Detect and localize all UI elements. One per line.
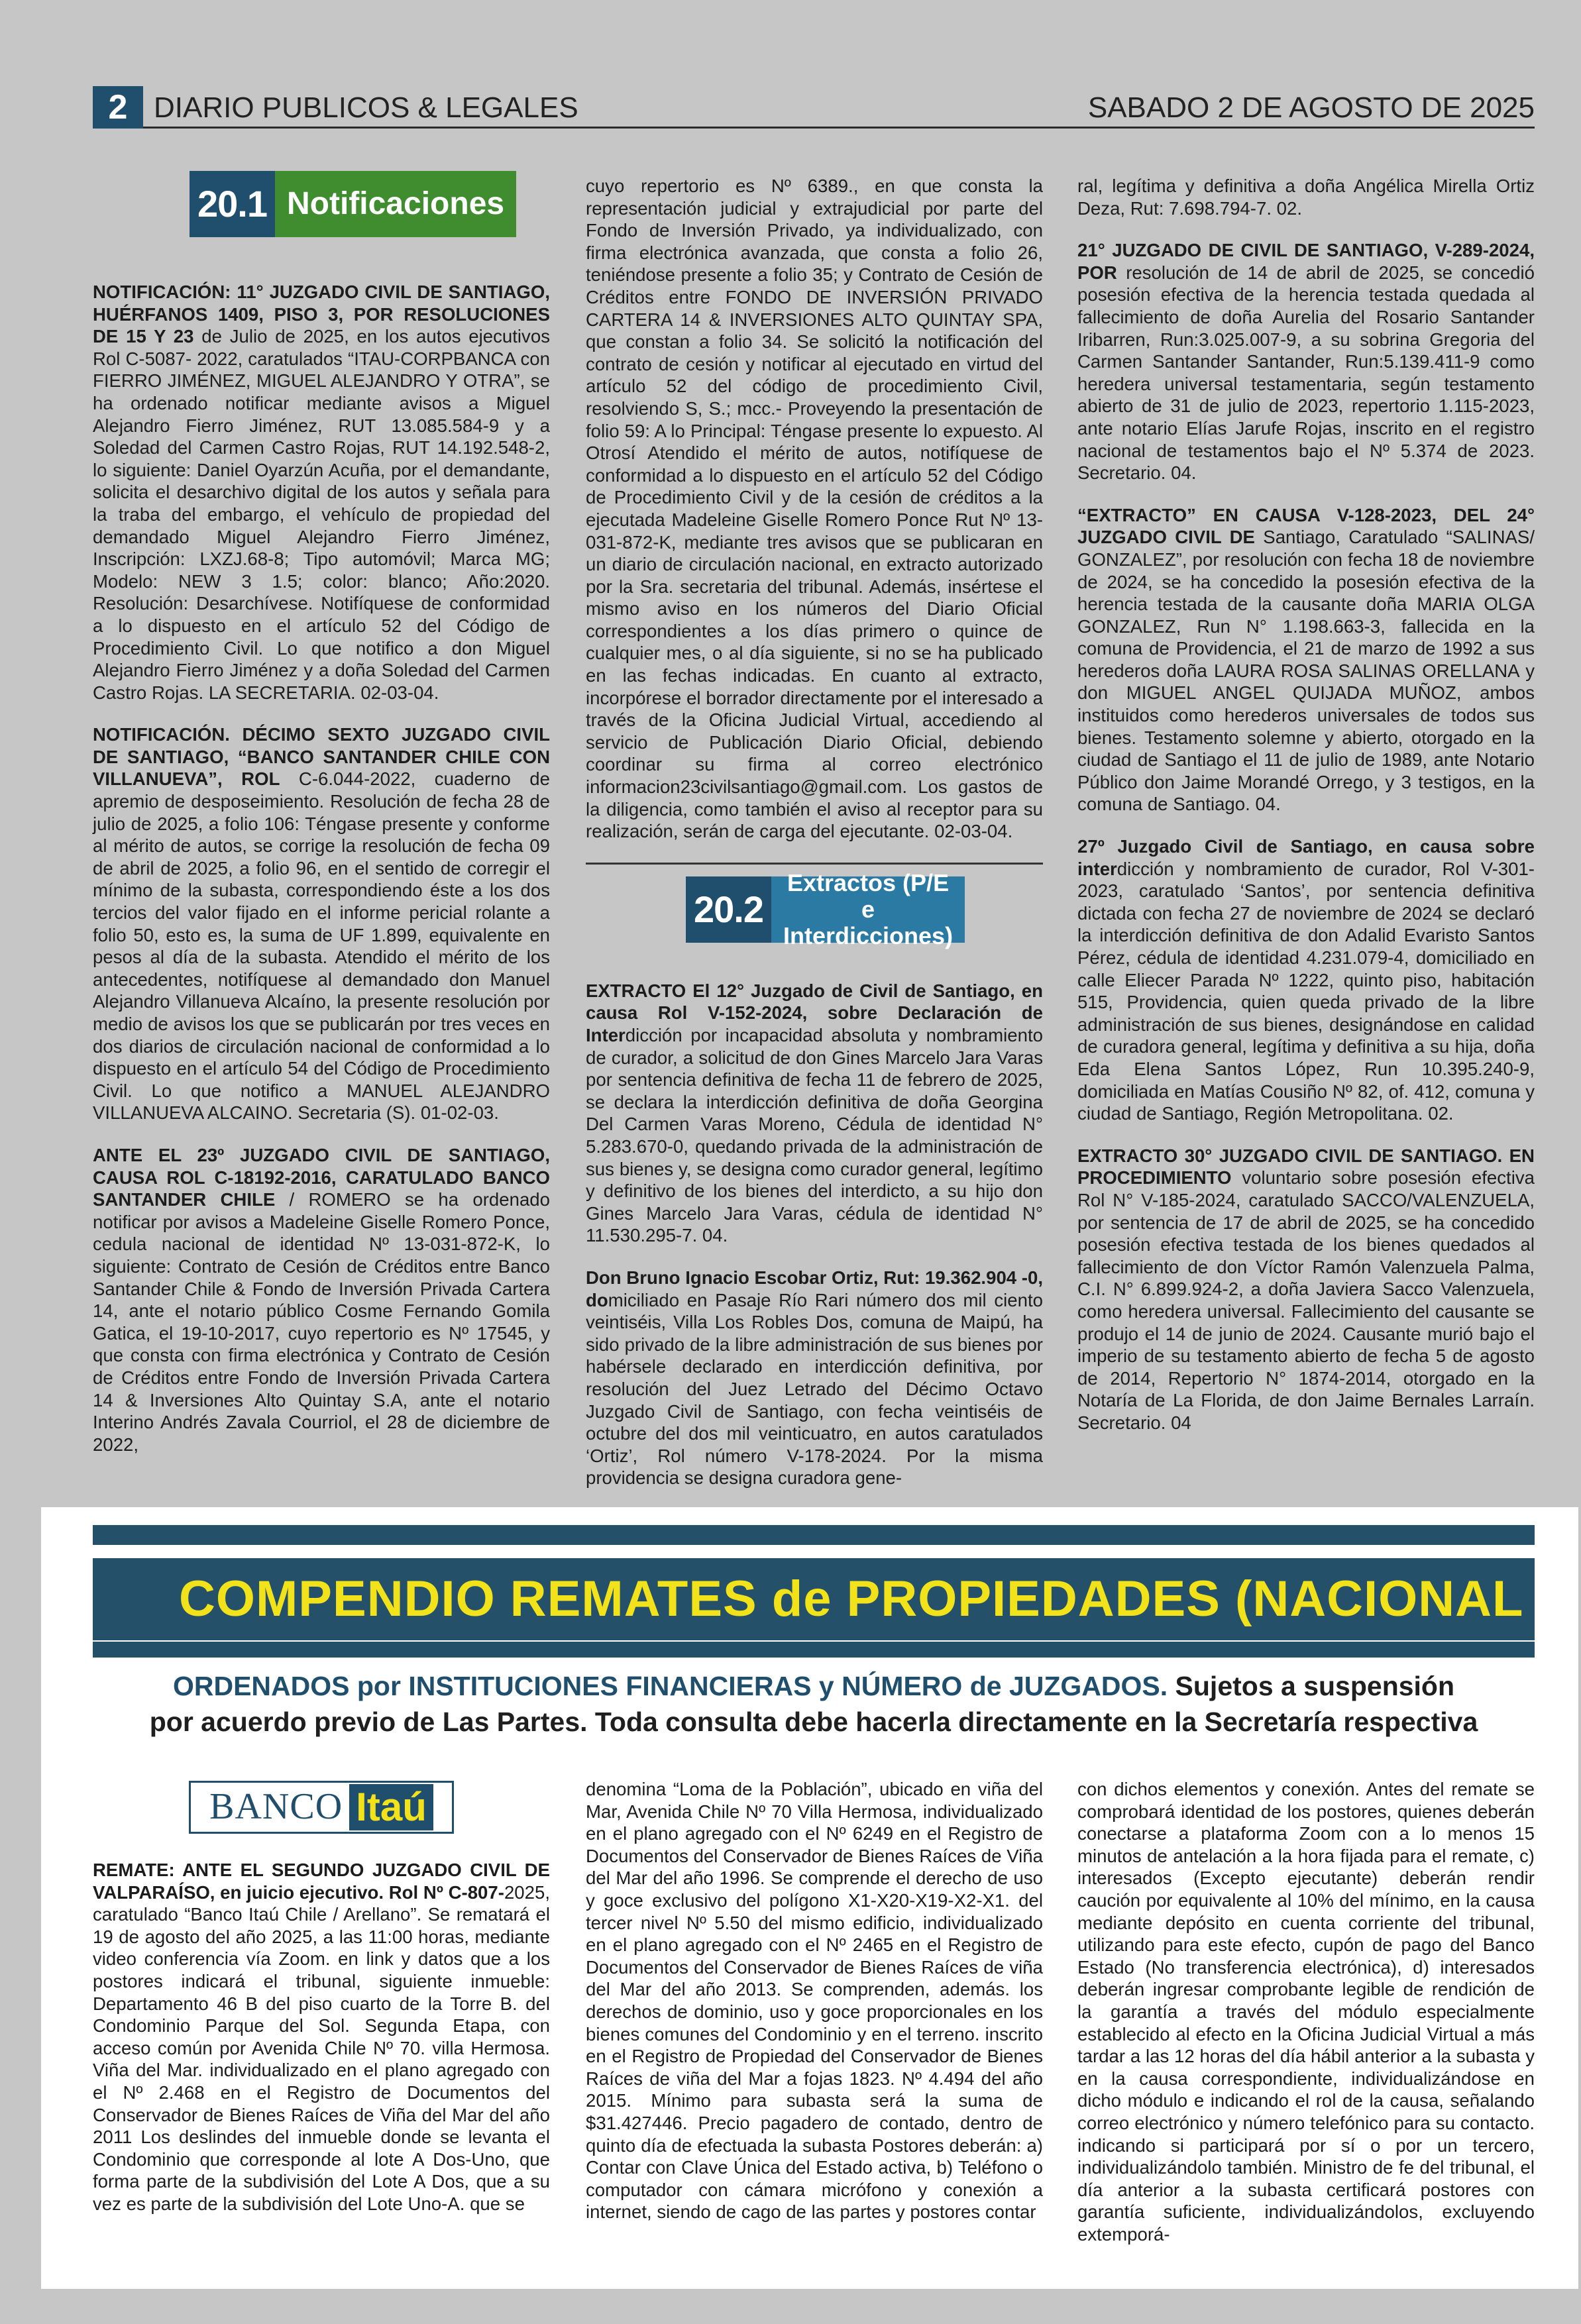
notice-paragraph [1077,1145,1535,1434]
column-1 [93,171,550,1475]
remate-column-3 [1077,1778,1535,2265]
notice-paragraph [1077,835,1535,1125]
notice-body: C-6.044-2022, cuaderno de apremio de desposeimiento. Resolución de fecha 28 de julio de 2025, a folio 106: Téngase presente y conforme al mérito de autos, se corrige la resolución de fecha 09 de abril de 2025, a folio 96, en el sentido de corregir el mínimo de la subasta, correspondiendo éste a los dos tercios del valor fijado en el informe pericial rolante a folio 50, esto es, la suma de UF 1.899, equivalente en pesos al día de la subasta. Atendido el mérito de los antecedentes, notifíquese al demandado don Manuel Alejandro Villanueva Alcaíno, la presente resolución por medio de avisos los que se publicarán por tres veces en dos diarios de circulación nacional de conformidad a lo dispuesto en el artículo 54 del Código de Procedimiento Civil. Lo que notifico a MANUEL ALEJANDRO VILLANUEVA ALCAINO. Secretaria (S). 01-02-03. [93,768,550,1124]
notice-paragraph [586,980,1043,1247]
remate-paragraph [93,1859,550,2215]
remate-continuation: con dichos elementos y conexión. Antes del remate se comprobará identidad de los postores, quienes deberán conectarse a plataforma Zoom con a lo menos 15 minutos de antelación a la hora fijada para el remate, c) interesados (Excepto ejecutante) deberán rendir caución por equivalente al 10% del mínimo, en la causa mediante depósito en cuenta corriente del tribunal, utilizando para este efecto, cupón de pago del Banco Estado (No transferencia electrónica), d) interesados deberán ingresar comprobante legible de rendición de la garantía a través del módulo especialmente establecido al efecto en la Oficina Judicial Virtual a más tardar a las 12 horas del día hábil anterior a la subasta y en la causa correspondiente, individualizándose en dicho módulo e indicando el rol de la causa, señalando correo electrónico y número telefónico para su contacto. indicando si participará por sí o por un tercero, individualizándolo también. Ministro de fe del tribunal, el día anterior a la subasta certificará postores con garantía suficiente, individualizándolos, excluyendo extemporá- [1077,1779,1535,2245]
column-3 [1077,175,1535,1453]
logo-brand: Itaú [349,1784,433,1830]
section-number: 20.2 [686,876,771,943]
notice-heading: EXTRACTO 30° JUZGADO CIVIL DE SANTIAGO. EN PROCEDIMIENTO [1077,1145,1535,1188]
compendio-title: COMPENDIO REMATES de PROPIEDADES (NACIONAL [179,1571,1524,1627]
notice-body: miciliado en Pasaje Río Rari número dos mil ciento veintiséis, Villa Los Robles Dos, comuna de Maipú, ha sido privado de la libre administración de sus bienes por habérsele declarado en interdicción definitiva, por resolución del Juez Letrado del Décimo Octavo Juzgado Civil de Santiago, con fecha veintiséis de octubre del dos mil veinticuatro, en autos caratulados ‘Ortiz’, Rol número V-178-2024. Por la misma providencia se designa curadora gene- [586,1289,1043,1489]
notice-body: / ROMERO se ha ordenado notificar por avisos a Madeleine Giselle Romero Ponce, cedula nacional de identidad Nº 13-031-872-K, lo siguiente: Contrato de Cesión de Créditos entre Banco Santander Chile & Fondo de Inversión Privada Cartera 14, ante el notario público Cosme Fernando Gomila Gatica, el 19-10-2017, cuyo repertorio es Nº 17545, y que consta con firma electrónica y Contrato de Cesión de Créditos entre Fondo de Inversión Privada Cartera 14 & Inversiones Alto Quintay S.A, ante el notario Interino Andrés Zavala Courriol, el 28 de diciembre de 2022, [93,1189,550,1455]
subheading-line2: por acuerdo previo de Las Partes. Toda consulta debe hacerla directamente en la Secretaría respectiva [149,1707,1478,1737]
notice-heading: NOTIFICACIÓN: 11° JUZGADO CIVIL DE SANTIAGO, HUÉRFANOS 1409, PISO 3, POR RESOLUCIONES DE 15 Y 23 [93,282,550,347]
remate-column-1 [93,1781,550,2235]
notice-heading: 21° JUZGADO DE CIVIL DE SANTIAGO, V-289-2024, POR [1077,240,1535,283]
section-name [771,869,965,949]
notice-body: dicción y nombramiento de curador, Rol V-301-2023, caratulado ‘Santos’, por sentencia definitiva dictada con fecha 27 de noviembre de 2024 se declaró la interdicción definitiva de don Adalid Evaristo Santos Pérez, cédula de identidad 4.231.079-4, domiciliado en calle Eliecer Parada Nº 1222, quinto piso, habitación 515, Providencia, quien queda privado de la libre administración de sus bienes, designándose en calidad de curadora general, legítima y definitiva a su hija, doña Eda Elena Santos López, Run 10.395.240-9, domiciliada en Matías Cousiño Nº 82, of. 412, comuna y ciudad de Santiago, Región Metropolitana. 02. [1077,858,1535,1124]
remate-column-2 [586,1778,1043,2243]
notice-paragraph [93,723,550,1124]
notice-heading: 27º Juzgado Civil de Santiago, en causa sobre inter [1077,836,1535,879]
section-name: Notificaciones [275,171,516,237]
section-name-line2: e Interdicciones) [783,895,954,949]
notice-body: de Julio de 2025, en los autos ejecutivos Rol C-5087- 2022, caratulados “ITAU-CORPBANCA con FIERRO JIMÉNEZ, MIGUEL ALEJANDRO Y OTRA”, se ha ordenado notificar mediante avisos a Miguel Alejandro Fierro Jiménez, RUT 13.085.584-9 y a Soledad del Carmen Castro Rojas, RUT 14.192.548-2, lo siguiente: Daniel Oyarzún Acuña, por el demandante, solicita el desarchivo digital de los autos y señala para la traba del embargo, el vehículo de propiedad del demandado Miguel Alejandro Fierro Jiménez, Inscripción: LXZJ.68-8; Tipo automóvil; Marca MG; Modelo: NEW 3 1.5; color: blanco; Año:2020. Resolución: Desarchívese. Notifíquese de conformidad a lo dispuesto en el artículo 52 del Código de Procedimiento Civil. Lo que notifico a don Miguel Alejandro Fierro Jiménez y a doña Soledad del Carmen Castro Rojas. LA SECRETARIA. 02-03-04. [93,326,550,703]
compendio-banner [93,1558,1535,1640]
section-label-notificaciones [190,171,505,237]
section-label-extractos [686,869,954,949]
page-number: 2 [93,86,143,129]
banner-stripe-top [93,1525,1535,1545]
notice-heading: EXTRACTO El 12° Juzgado de Civil de Santiago, en causa Rol V-152-2024, sobre Declaración de Inter [586,980,1043,1045]
compendio-subheading [93,1668,1535,1740]
remate-continuation: denomina “Loma de la Población”, ubicado en viña del Mar, Avenida Chile Nº 70 Villa Hermosa, individualizado en el plano agregado con el Nº 6249 en el Registro de Documentos del Conservador de Bienes Raíces de Viña del Mar del año 1996. Se comprende el derecho de uso y goce exclusivo del polígono X1-X20-X19-X2-X1. del tercer nivel Nº 5.50 del mismo edificio, individualizado en el plano agregado con el Nº 2465 en el Registro de Documentos del Conservador de Bienes Raíces de viña del Mar del año 2013. Se comprenden, además. los derechos de dominio, uso y goce proporcionales en los bienes comunes del Condominio y en el terreno. inscrito en el Registro de Propiedad del Conservador de Bienes Raíces de viña del Mar a fojas 1823. Nº 4.494 del año 2015. Mínimo para subasta será la suma de $31.427446. Precio pagadero de contado, dentro de quinto día de efectuada la subasta Postores deberán: a) Contar con Clave Única del Estado activa, b) Teléfono o computador con cámara micrófono y conexión a internet, siendo de cago de las partes y postores contar [586,1779,1043,2223]
notice-heading: Don Bruno Ignacio Escobar Ortiz, Rut: 19.362.904 -0, do [586,1267,1044,1310]
notice-continuation: cuyo repertorio es Nº 6389., en que consta la representación judicial y extrajudicial por parte del Fondo de Inversión Privado, ya individualizado, con firma electrónica avanzada, que consta a folio 26, teniéndose presente a folio 35; y Contrato de Cesión de Créditos entre FONDO DE INVERSIÓN PRIVADO CARTERA 14 & INVERSIONES ALTO QUINTAY SPA, que constan a folio 34. Se solicitó la notificación del contrato de cesión y notificar al ejecutado en virtud del artículo 52 del código de procedimiento Civil, resolviendo S, S.; mcc.- Proveyendo la presentación de folio 59: A lo Principal: Téngase presente lo expuesto. Al Otrosí Atendido el mérito de autos, notifíquese de conformidad a lo dispuesto en el artículo 52 del Código de Procedimiento Civil y de la cesión de créditos a la ejecutada Madeleine Giselle Romero Ponce Rut Nº 13-031-872-K, mediante tres avisos que se publicaran en un diario de circulación nacional, en extracto autorizado por la Sra. secretaria del tribunal. Además, insértese el mismo aviso en los números del Diario Oficial correspondientes a los días primero o quince de cualquier mes, o al día siguiente, si no se ha publicado en las fechas indicadas. En cuanto al extracto, incorpórese el borrador directamente por el interesado a través de la Oficina Judicial Virtual, accediendo al servicio de Publicación Diario Oficial, debiendo coordinar su firma al correo electrónico informacion23civilsantiago@gmail.com. Los gastos de la diligencia, como también el aviso al receptor para su realización, serán de carga del ejecutante. 02-03-04. [586,176,1043,842]
notice-paragraph [93,1144,550,1455]
notice-body: voluntario sobre posesión efectiva Rol N° V-185-2024, caratulado SACCO/VALENZUELA, por sentencia de 17 de abril de 2025, se ha concedido posesión efectiva testada de los bienes quedados al fallecimiento de don Víctor Ramón Valenzuela Palma, C.I. N° 6.899.924-2, a doña Javiera Sacco Valenzuela, como heredera universal. Fallecimiento del causante se produjo el 14 de junio de 2024. Causante murió bajo el imperio de su testamento abierto de fecha 5 de agosto de 2014, Repertorio N° 1874-2014, otorgado en la Notaría de La Florida, de don Jaime Bernales Larraín. Secretario. 04 [1077,1167,1535,1433]
notice-body: Santiago, Caratulado “SALINAS/ GONZALEZ”, por resolución con fecha 18 de noviembre de 2024, se ha concedido la posesión efectiva de la herencia testada de la causante doña MARIA OLGA GONZALEZ, Run N° 1.198.663-3, fallecida en la comuna de Providencia, el 21 de marzo de 1992 a sus herederos doña LAURA ROSA SALINAS ORELLANA y don MIGUEL ANGEL QUIJADA MUÑOZ, ambos instituidos como herederos universales de todos sus bienes. Testamento solemne y abierto, otorgado en la ciudad de Santiago el 11 de julio de 1989, ante Notario Público don Jaime Morandé Orrego, y 3 testigos, en la comuna de Santiago. 04. [1077,527,1535,815]
notice-continuation: ral, legítima y definitiva a doña Angélica Mirella Ortiz Deza, Rut: 7.698.794-7. 02. [1077,176,1535,219]
section-number: 20.1 [190,171,275,237]
notice-body: resolución de 14 de abril de 2025, se concedió posesión efectiva de la herencia testada quedada al fallecimiento de doña Aurelia del Rosario Santander Iribarren, Run:3.025.007-9, a su sobrina Gregoria del Carmen Santander Santander, Run:5.139.411-9 como heredera universal testamentaria, según testamento abierto de 31 de julio de 2023, repertorio 1.115-2023, ante notario Elías Jarufe Rojas, inscrito en el registro nacional de testamentos bajo el Nº 5.374 de 2023. Secretario. 04. [1077,262,1535,484]
section-divider [586,863,1043,865]
masthead [93,86,1535,129]
notice-paragraph [93,281,550,704]
column-2 [586,175,1043,1509]
notice-heading: ANTE EL 23º JUZGADO CIVIL DE SANTIAGO, CAUSA ROL C-18192-2016, CARATULADO BANCO SANTANDER CHILE [93,1144,550,1210]
notice-heading: “EXTRACTO” EN CAUSA V-128-2023, DEL 24° JUZGADO CIVIL DE [1077,504,1535,548]
notice-paragraph [1077,239,1535,484]
banner-stripe-bottom [93,1642,1535,1658]
notice-heading: NOTIFICACIÓN. DÉCIMO SEXTO JUZGADO CIVIL DE SANTIAGO, “BANCO SANTANDER CHILE CON VILLANUEVA”, ROL [93,724,550,790]
section-name-line1: Extractos (P/E [787,869,950,896]
subheading-highlight: ORDENADOS por INSTITUCIONES FINANCIERAS y NÚMERO de JUZGADOS. [172,1671,1168,1701]
remate-heading: REMATE: ANTE EL SEGUNDO JUZGADO CIVIL DE VALPARAÍSO, en juicio ejecutivo. Rol Nº C-807- [93,1860,550,1903]
paper-name: DIARIO PUBLICOS & LEGALES [154,91,578,124]
subheading-text: Sujetos a suspensión [1168,1671,1455,1701]
notice-paragraph [586,1267,1043,1489]
remate-body: 2025, caratulado “Banco Itaú Chile / Arellano”. Se rematará el 19 de agosto del año 2025, a las 11:00 horas, mediante video conferencia vía Zoom. en link y datos que a los postores indicará el tribunal, siguiente inmueble: Departamento 46 B del piso cuarto de la Torre B. del Condominio Parque del Sol. Segunda Etapa, con acceso común por Avenida Chile Nº 70. villa Hermosa. Viña del Mar. individualizado en el plano agregado con el Nº 2.468 en el Registro de Documentos del Conservador de Bienes Raíces de Viña del Mar del año 2011 Los deslindes del inmueble donde se levanta el Condominio que corresponde al lote A Dos-Uno, que forma parte de la subdivisión del Lote A Dos, que a su vez es parte de la subdivisión del Lote Uno-A. que se [93,1881,550,2214]
notice-paragraph [1077,504,1535,816]
issue-date: SABADO 2 DE AGOSTO DE 2025 [1087,91,1535,124]
notice-body: dicción por incapacidad absoluta y nombramiento de curador, a solicitud de don Gines Marcelo Jara Varas por sentencia definitiva de fecha 11 de febrero de 2025, se declara la interdicción definitiva de doña Georgina Del Carmen Varas Moreno, Cédula de identidad N° 5.283.670-0, quedando privada de la administración de sus bienes y, se designa como curador general, legítimo y definitivo de los bienes del interdicto, a su hijo don Gines Marcelo Jara Varas, cédula de identidad N° 11.530.295-7. 04. [586,1025,1043,1246]
banco-itau-logo [189,1781,454,1834]
logo-text: BANCO [209,1786,343,1828]
